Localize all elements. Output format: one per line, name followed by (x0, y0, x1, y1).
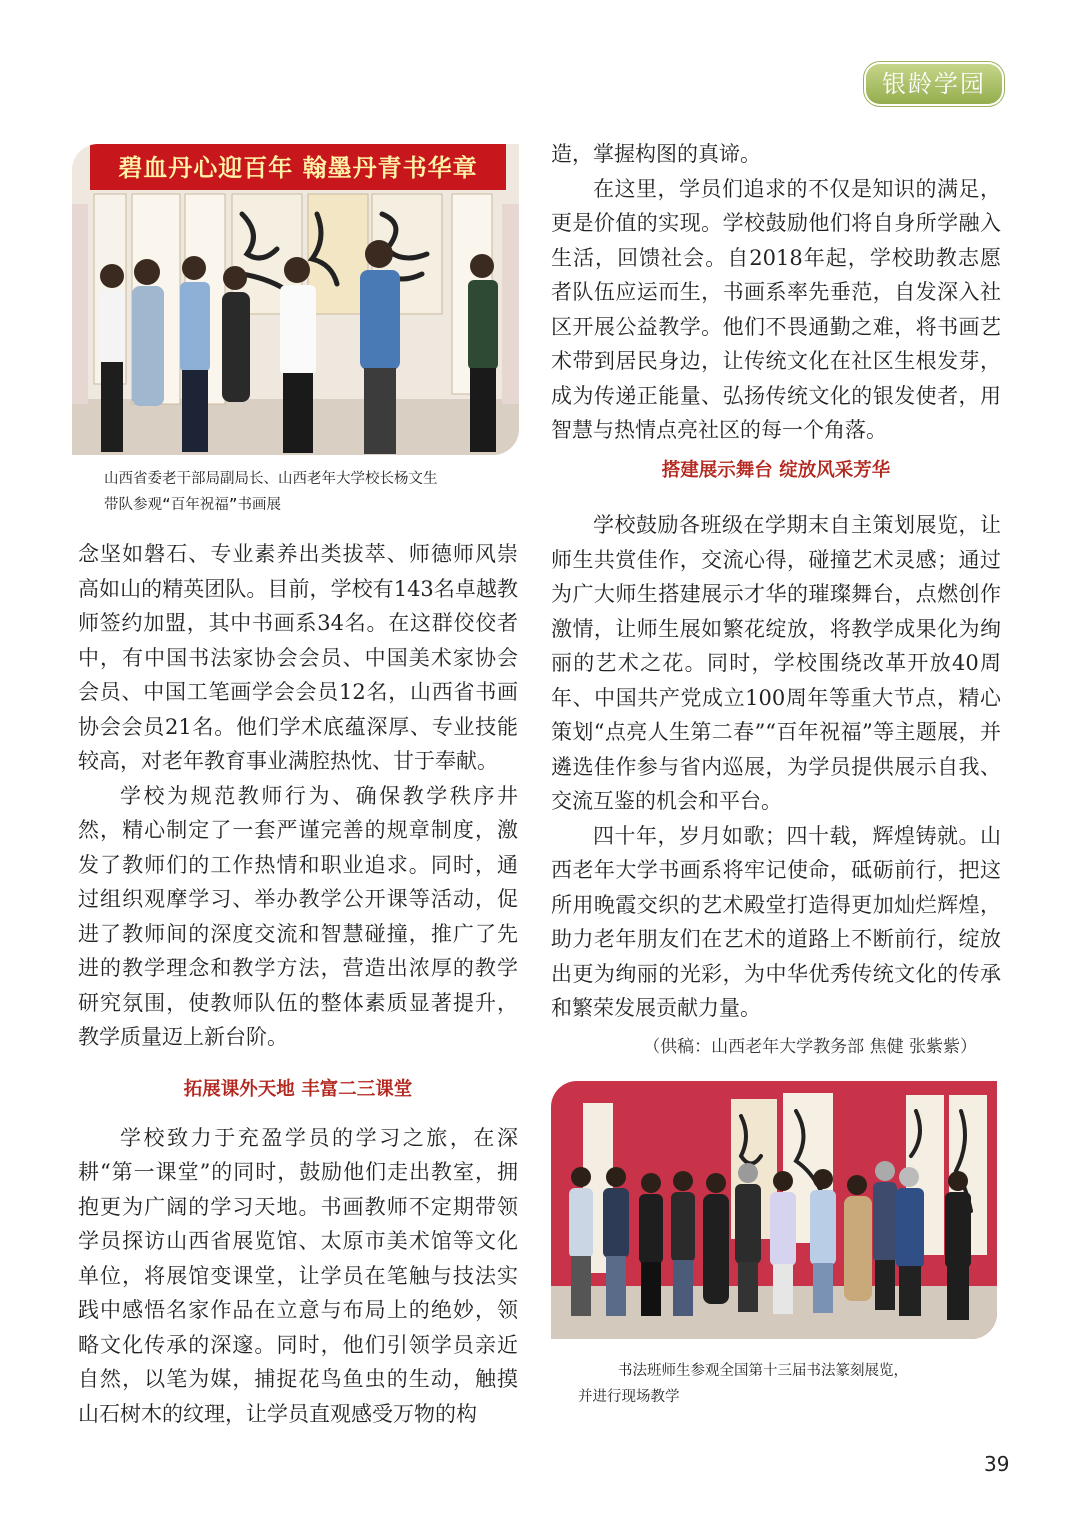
photo1-banner: 碧血丹心迎百年 翰墨丹青书华章 (118, 154, 478, 182)
caption-line: 带队参观“百年祝福”书画展 (104, 497, 281, 513)
caption-line: 山西省委老干部局副局长、山西老年大学校长杨文生 (104, 471, 438, 487)
body-paragraph: 在这里，学员们追求的不仅是知识的满足，更是价值的实现。学校鼓励他们将自身所学融入生活，回馈社会。自2018年起，学校助教志愿者队伍应运而生，书画系率先垂范，自发深入社区开展公益教学。他们不畏通勤之难，将书画艺术带到居民身边，让传统文化在社区生根发芽，成为传递正能量、弘扬传统文化的银发使者，用智慧与热情点亮社区的每一个角落。 (551, 176, 1001, 442)
photo1-caption (104, 466, 524, 518)
body-paragraph: 四十年，岁月如歌；四十载，辉煌铸就。山西老年大学书画系将牢记使命，砥砺前行，把这所用晚霞交织的艺术殿堂打造得更加灿烂辉煌，助力老年朋友们在艺术的道路上不断前行，绽放出更为绚丽的光彩，为中华优秀传统文化的传承和繁荣发展贡献力量。 (551, 823, 1001, 1020)
section-tab: 银龄学园 (866, 64, 1002, 104)
caption-line: 书法班师生参观全国第十三届书法篆刻展览， (618, 1363, 908, 1379)
right-column-top (551, 137, 1001, 448)
page-number: 39 (984, 1452, 1010, 1476)
body-paragraph: 学校鼓励各班级在学期末自主策划展览，让师生共赏佳作，交流心得，碰撞艺术灵感；通过为广大师生搭建展示才华的璀璨舞台，点燃创作激情，让师生展如繁花绽放，将教学成果化为绚丽的艺术之花。同时，学校围绕改革开放40周年、中国共产党成立100周年等重大节点，精心策划“点亮人生第二春”“百年祝福”等主题展，并遴选佳作参与省内巡展，为学员提供展示自我、交流互鉴的机会和平台。 (551, 513, 1001, 813)
body-paragraph: 造，掌握构图的真谛。 (551, 142, 761, 166)
photo1-illustration (72, 144, 519, 455)
body-paragraph: 念坚如磐石、专业素养出类拔萃、师德师风崇高如山的精英团队。目前，学校有143名卓越教师签约加盟，其中书画系34名。在这群佼佼者中，有中国书法家协会会员、中国美术家协会会员、中国工笔画学会会员12名，山西省书画协会会员21名。他们学术底蕴深厚、专业技能较高，对老年教育事业满腔热忱、甘于奉献。 (78, 542, 518, 773)
caption-line: 并进行现场教学 (578, 1389, 680, 1405)
article-credit: （供稿：山西老年大学教务部 焦健 张紫紫） (643, 1036, 977, 1057)
body-paragraph: 学校为规范教师行为、确保教学秩序井然，精心制定了一套严谨完善的规章制度，激发了教师们的工作热情和职业追求。同时，通过组织观摩学习、举办教学公开课等活动，促进了教师间的深度交流和智慧碰撞，推广了先进的教学理念和教学方法，营造出浓厚的教学研究氛围，使教师队伍的整体素质显著提升，教学质量迈上新台阶。 (78, 783, 518, 1049)
section-heading: 搭建展示舞台 绽放风采芳华 (661, 460, 891, 481)
body-paragraph: 学校致力于充盈学员的学习之旅，在深耕“第一课堂”的同时，鼓励他们走出教室，拥抱更为广阔的学习天地。书画教师不定期带领学员探访山西省展览馆、太原市美术馆等文化单位，将展馆变课堂，让学员在笔触与技法实践中感悟名家作品在立意与布局上的绝妙，领略文化传承的深邃。同时，他们引领学员亲近自然，以笔为媒，捕捉花鸟鱼虫的生动，触摸山石树木的纹理，让学员直观感受万物的构 (78, 1125, 518, 1426)
right-column-bottom (551, 508, 1001, 1057)
photo-calligraphy-exhibition-visit (72, 144, 519, 455)
section-heading: 拓展课外天地 丰富二三课堂 (183, 1078, 413, 1100)
photo2-caption (578, 1358, 998, 1410)
photo2-illustration (551, 1081, 997, 1339)
photo-group-at-exhibition (551, 1081, 997, 1339)
left-column (78, 537, 518, 1431)
